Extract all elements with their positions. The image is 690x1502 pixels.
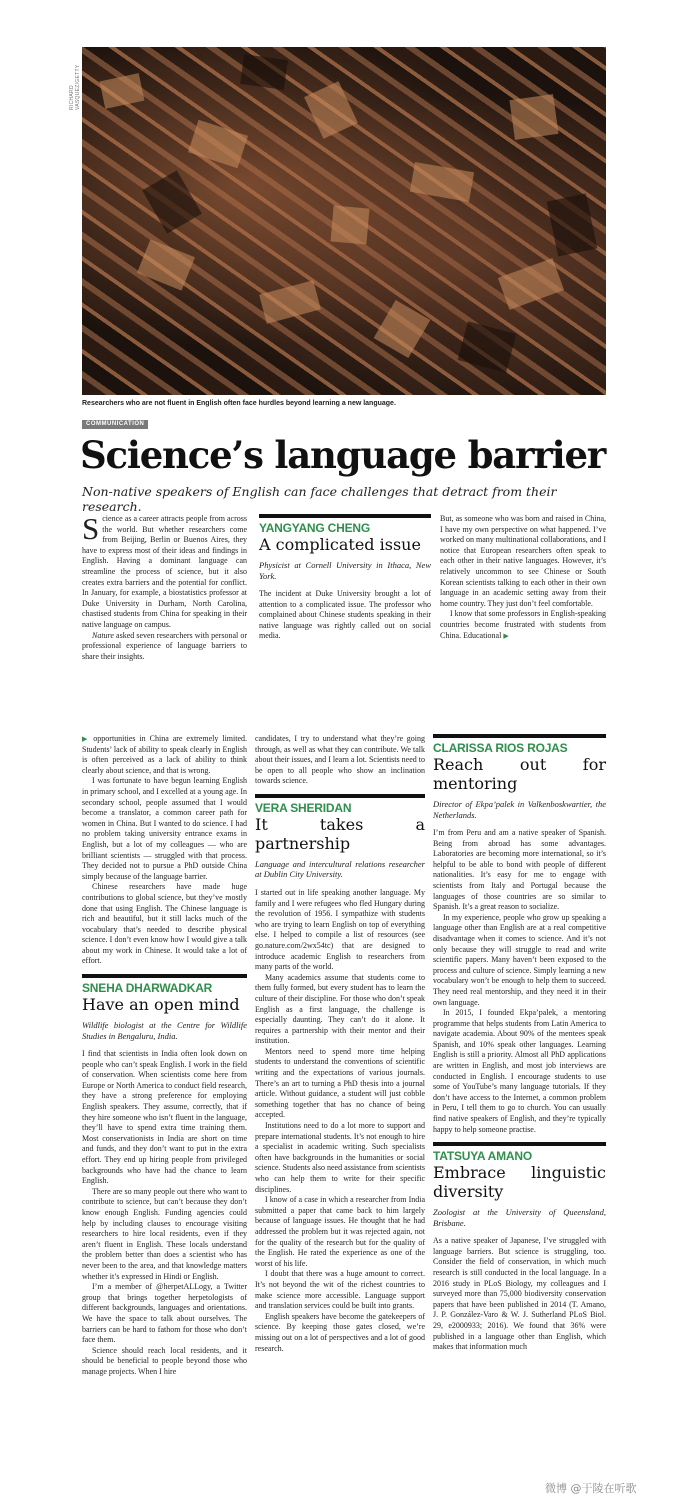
section-tag: COMMUNICATION bbox=[82, 420, 148, 429]
section-rule bbox=[433, 734, 606, 738]
body-paragraph: ▶ opportunities in China are extremely limited. Students’ lack of ability to speak clearly in English is often perceived as a lack of ability to think clearly about science, and that is wrong. bbox=[82, 734, 248, 775]
drop-cap: S bbox=[82, 511, 100, 546]
body-paragraph: candidates, I try to understand what they’re going through, as well as what they can contribute. We talk about their issues, and I learn a lot. Scientists need to be open to all people who show an inclination towards science. bbox=[255, 734, 425, 786]
watermark: 微博 @于陵在听歌 bbox=[545, 1482, 637, 1495]
body-paragraph: Chinese researchers have made huge contributions to global science, but they’ve mostly done that using English. The Chinese language is rich and beautiful, but it still lacks much of the vocabulary that’s needed to describe physical science. I don’t even know how I would give a talk about my work in Chinese. It would take a lot of effort. bbox=[82, 882, 247, 966]
intro-paragraph: Science as a career attracts people from across the world. But whether researchers come from Beijing, Berlin or Buenos Aires, they have to express most of their ideas and findings in English. Having a dominant language can streamline the process of science, but it also creates extra barriers and the potential for conflict. In January, for example, a biostatistics professor at Duke University in Durham, North Carolina, chastised students from China for speaking in their native language on campus. bbox=[82, 511, 247, 629]
body-paragraph: Many academics assume that students come to them fully formed, but every student has to learn the culture of their discipline. For those who don’t speak English as a first language, the challenge is especially daunting. They can’t do it alone. It requires a partnership with their mentor and their institution. bbox=[255, 972, 425, 1046]
subhead-dharwadkar: Have an open mind bbox=[82, 995, 240, 1015]
body-paragraph: I know of a case in which a researcher from India submitted a paper that came back to him largely because of language issues. He thought that he had addressed the problem but it was rejected again, not for the quality of the research but for the quality of the English. He rated the experience as one of the worst of his life. bbox=[255, 1195, 425, 1268]
headline: Science’s language barrier bbox=[80, 433, 606, 477]
body-paragraph: As a native speaker of Japanese, I’ve struggled with language barriers. But science is struggling, too. Consider the field of conservation, in which much research is still conducted in the local language. In a 2016 study in PLoS Biology, my colleagues and I surveyed more than 75,000 biodiversity conservation papers that have been published in 2014 (T. Amano, J. P. González-Varo & W. J. Sutherland PLoS Biol. 29, e2000933; 2016). We found that 36% were published in a language other than English, which makes that information much bbox=[433, 1236, 606, 1352]
byline-sheridan: VERA SHERIDAN bbox=[255, 800, 352, 815]
role-amano: Zoologist at the University of Queensland, Brisbane. bbox=[433, 1207, 606, 1228]
body-paragraph: Mentors need to spend more time helping students to understand the conventions of scientific writing and the expectations of various journals. There’s an art to turning a PhD thesis into a journal article. Without guidance, a student will just cobble something together that has no chance of being accepted. bbox=[255, 1046, 425, 1120]
photo-credit: RICHARD VASQUEZ/GETTY bbox=[69, 64, 81, 110]
subhead-sheridan: It takes a partnership bbox=[255, 814, 425, 853]
subhead-cheng: A complicated issue bbox=[259, 535, 421, 554]
cheng-column-1 bbox=[259, 514, 431, 642]
subhead-amano: Embrace linguistic diversity bbox=[433, 1163, 606, 1202]
intro-paragraph-2: Nature asked seven researchers with personal or professional experience of language barriers to share their insights. bbox=[82, 630, 247, 661]
section-rule bbox=[433, 1142, 606, 1146]
role-cheng: Physicist at Cornell University in Ithaca, New York. bbox=[259, 560, 431, 581]
body-paragraph: I’m a member of @herpetALLogy, a Twitter group that brings together herpetologists of different backgrounds, languages and orientations. We have the space to talk about ourselves. The barriers can be hard to fathom for those who don’t face them. bbox=[82, 1282, 247, 1345]
body-paragraph: I was fortunate to have begun learning English in primary school, and I excelled at a young age. In secondary school, people assumed that I would become a translator, a common career path for women in China. But I wanted to do science. I had no problem taking university entrance exams in English, but a lot of my colleagues — who are brilliant scientists — struggled with that process. They decided not to pursue a PhD outside China simply because of the language barrier. bbox=[82, 776, 247, 881]
byline-dharwadkar: SNEHA DHARWADKAR bbox=[82, 981, 213, 996]
cheng-column-2 bbox=[440, 514, 606, 641]
body-paragraph: The incident at Duke University brought a lot of attention to a complicated issue. The professor who complained about Chinese students speaking in their native language was rightly called out on social media. bbox=[259, 589, 431, 641]
body-paragraph: I started out in life speaking another language. My family and I were refugees who fled Hungary during the revolution of 1956. I sympathize with students who are trying to learn English on top of everything else. I helped to compile a list of resources (see go.nature.com/2wx54tc) that are designed to introduce academic English to researchers from many parts of the world. bbox=[255, 887, 425, 972]
continue-arrow-icon: ▶ bbox=[503, 631, 509, 640]
middle-column bbox=[255, 734, 425, 1354]
role-sheridan: Language and intercultural relations researcher at Dublin City University. bbox=[255, 858, 425, 880]
body-paragraph: I’m from Peru and am a native speaker of Spanish. Being from abroad has some advantages. Laboratories are becoming more international, so it’s helpful to be able to bond with people of different nationalities. It’s easy for me to engage with scientists from Italy and Portugal because the languages of those countries are so similar to Spanish. It’s a great reason to socialize. bbox=[433, 828, 606, 912]
body-paragraph: There are so many people out there who want to contribute to science, but can’t because they don’t know enough English. Funding agencies could help by including clauses to encourage visiting researchers to hire local residents, even if they aren’t fluent in English. These locals understand the problem better than does a scientist who has never been to the area, and that knowledge matters whether it’s expressed in Hindi or English. bbox=[82, 1186, 247, 1281]
left-column bbox=[82, 734, 247, 1377]
body-paragraph: Institutions need to do a lot more to support and prepare international students. It’s not enough to hire a specialist in academic writing. Such specialists often have backgrounds in the humanities or social science. Students also need assistance from scientists who can help them to write for their specific disciplines. bbox=[255, 1121, 425, 1194]
section-rule bbox=[82, 974, 247, 978]
standfirst: Non-native speakers of English can face challenges that detract from their research. bbox=[82, 484, 557, 514]
right-column bbox=[433, 734, 606, 1353]
intro-column bbox=[82, 511, 247, 662]
role-rojas: Director of Ekpa’palek in Valkenboskwartier, the Netherlands. bbox=[433, 799, 606, 820]
body-paragraph: In my experience, people who grow up speaking a language other than English are at a real competitive disadvantage when it comes to science. And it’s not only because they will struggle to read and write scientific papers. Many haven’t been exposed to the process and culture of science. Simply learning a new vocabulary won’t be enough to help them to succeed. They need real mentorship, and they need it in their own language. bbox=[433, 912, 606, 1007]
byline-amano: TATSUYA AMANO bbox=[433, 1149, 532, 1164]
section-rule bbox=[259, 514, 431, 518]
hero-photo bbox=[82, 47, 606, 395]
photo-caption: Researchers who are not fluent in English often face hurdles beyond learning a new language. bbox=[82, 400, 396, 407]
byline-rojas: CLARISSA RIOS ROJAS bbox=[433, 741, 568, 755]
body-paragraph: In 2015, I founded Ekpa’palek, a mentoring programme that helps students from Latin America to navigate academia. About 90% of the mentees speak Spanish, and 10% speak other languages. Learning English is still a priority. Almost all PhD applications are written in English, and most job interviews are conducted in English. I encourage students to use some of YouTube’s many language tutorials. If they don’t have access to the Internet, a common problem in Peru, I tell them to go to church. You can usually find native speakers of English, and they’re typically happy to help someone practise. bbox=[433, 1008, 606, 1134]
continued-arrow-icon: ▶ bbox=[82, 735, 90, 743]
body-paragraph: But, as someone who was born and raised in China, I have my own perspective on what happened. I’ve worked on many multinational collaborations, and I notice that European researchers often speak to each other in their native languages. However, it’s relatively uncommon to see Chinese or South Korean scientists talking to each other in their own language in an academic setting away from their home country. They just don’t feel comfortable. bbox=[440, 514, 606, 608]
role-dharwadkar: Wildlife biologist at the Centre for Wildlife Studies in Bengaluru, India. bbox=[82, 1020, 247, 1041]
body-paragraph: Science should reach local residents, and it should be beneficial to people beyond those who manage projects. When I hire bbox=[82, 1345, 247, 1376]
body-paragraph: English speakers have become the gatekeepers of science. By keeping those gates closed, we’re missing out on a lot of perspectives and a lot of good research. bbox=[255, 1311, 425, 1353]
subhead-rojas: Reach out for mentoring bbox=[433, 755, 606, 793]
body-paragraph: I find that scientists in India often look down on people who can’t speak English. I work in the field of conservation. When scientists come here from Europe or North America to conduct field research, they have a strong preference for employing English speakers. They assume, correctly, that if they hire someone who isn’t fluent in the language, they’ll have to spend extra time training them. Most conservationists in India are short on time and funds, and they don’t want to put in the extra effort. They end up hiring people from privileged backgrounds who have had the chance to learn English. bbox=[82, 1049, 247, 1186]
section-rule bbox=[255, 794, 425, 798]
body-paragraph: I know that some professors in English-speaking countries become frustrated with students from China. Educational ▶ bbox=[440, 609, 606, 640]
byline-cheng: YANGYANG CHENG bbox=[259, 521, 371, 535]
body-paragraph: I doubt that there was a huge amount to correct. It’s not beyond the wit of the richest countries to make science more accessible. Language support and translation services could be built into grants. bbox=[255, 1269, 425, 1311]
type-blocks-illustration bbox=[82, 47, 606, 395]
